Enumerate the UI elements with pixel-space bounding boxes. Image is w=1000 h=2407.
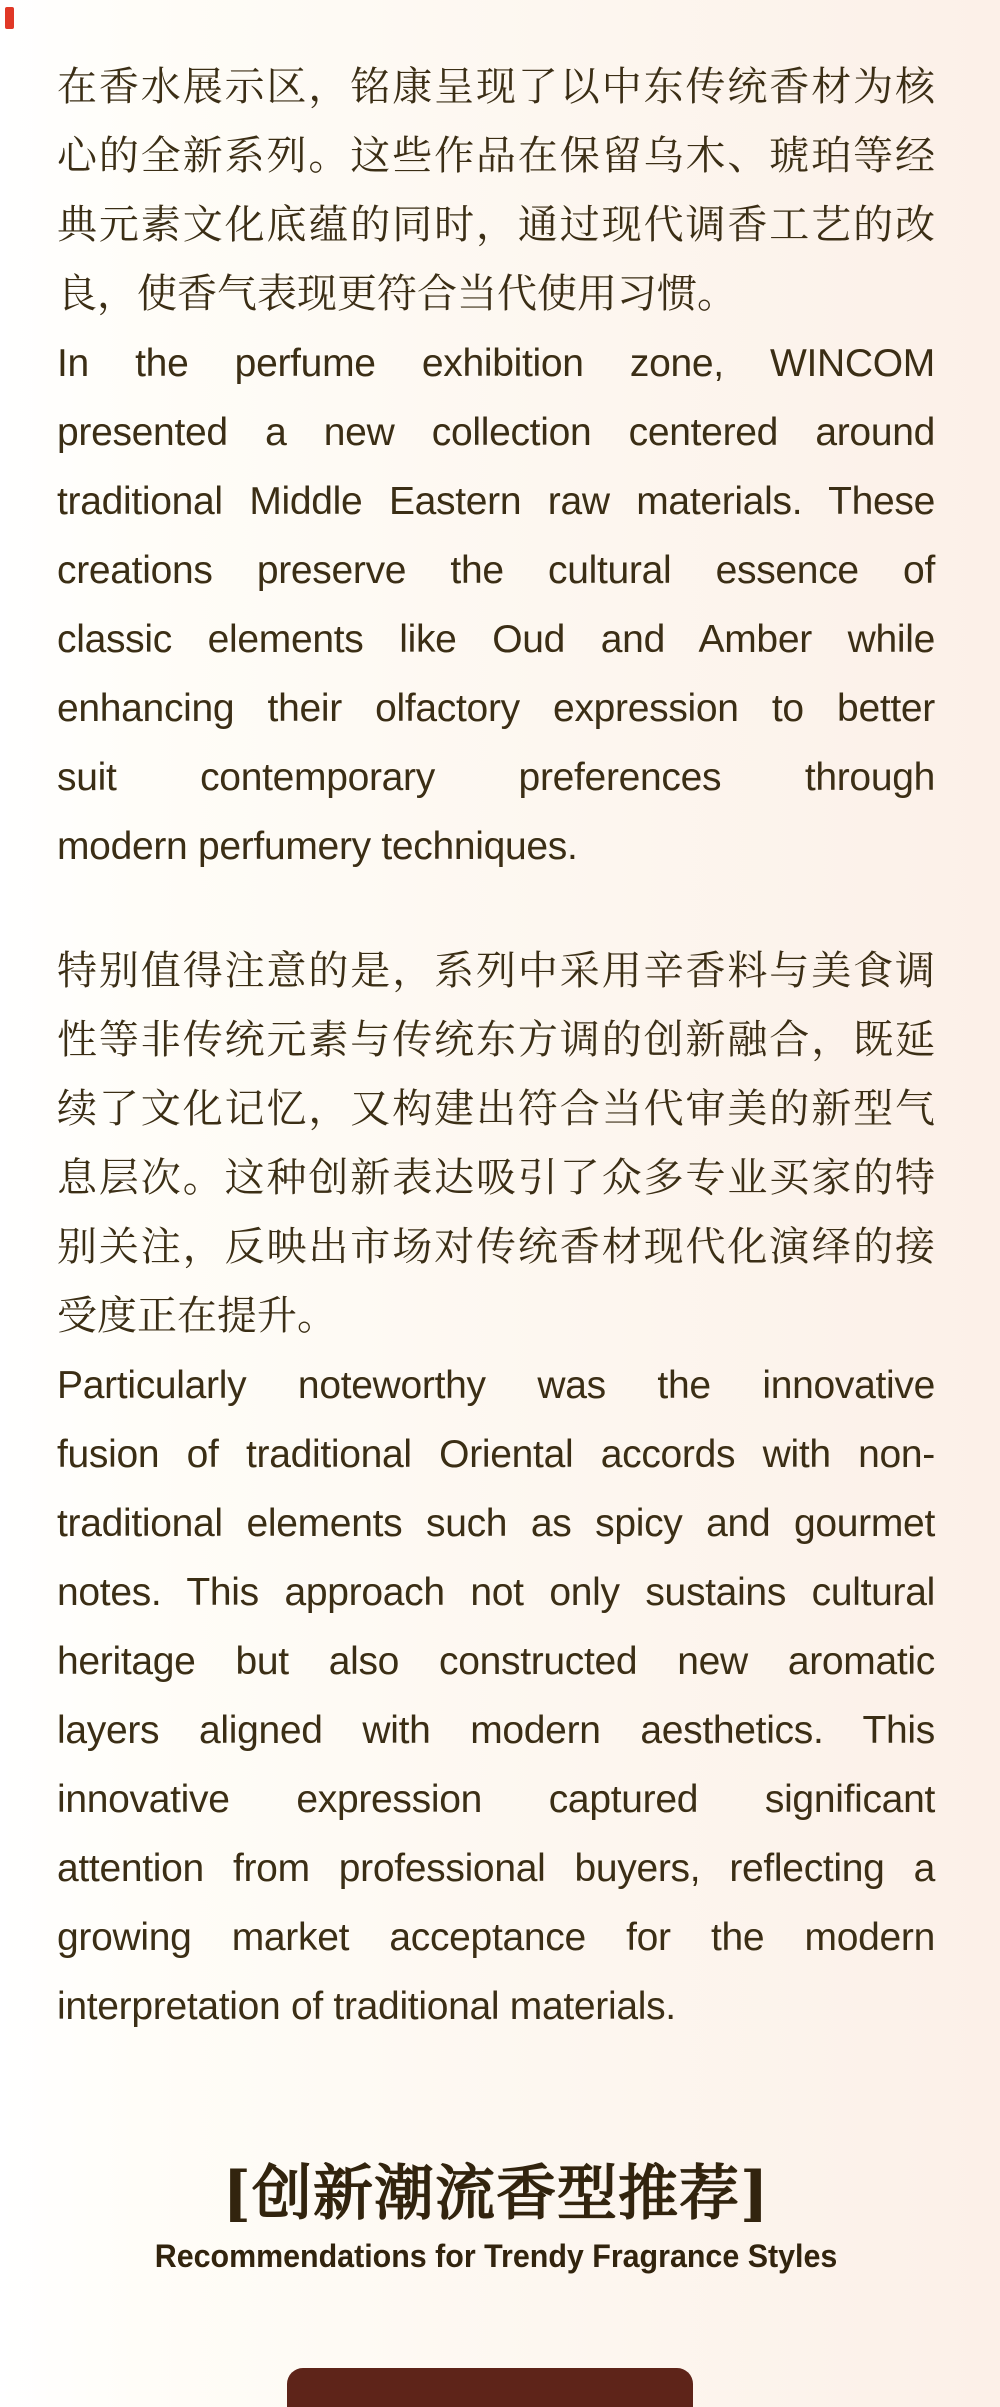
- paragraph-en: [57, 329, 935, 881]
- text-line: traditional elements such as spicy and gourmet: [57, 1502, 935, 1545]
- text-line: notes. This approach not only sustains cultural: [57, 1571, 935, 1614]
- text-line: creations preserve the cultural essence of: [57, 549, 935, 592]
- section-subtitle: Recommendations for Trendy Fragrance Styles: [154, 2238, 838, 2274]
- text-line: suit contemporary preferences through: [57, 756, 935, 799]
- paragraph-zh: [57, 937, 935, 1351]
- text-line: modern perfumery techniques.: [57, 825, 578, 868]
- text-line: interpretation of traditional materials.: [57, 1985, 676, 2028]
- text-line: presented a new collection centered around: [57, 411, 935, 454]
- text-line: 典元素文化底蕴的同时，通过现代调香工艺的改: [57, 203, 935, 247]
- text-line: Particularly noteworthy was the innovative: [57, 1364, 935, 1407]
- article-body: [57, 53, 935, 2041]
- text-line: 心的全新系列。这些作品在保留乌木、琥珀等经: [57, 134, 935, 178]
- text-line: classic elements like Oud and Amber while: [57, 618, 935, 661]
- text-line: growing market acceptance for the modern: [57, 1916, 935, 1959]
- text-line: 息层次。这种创新表达吸引了众多专业买家的特: [57, 1156, 935, 1200]
- section-heading: [创新潮流香型推荐]: [222, 2159, 770, 2229]
- text-line: In the perfume exhibition zone, WINCOM: [57, 342, 935, 385]
- corner-red-mark: [5, 7, 14, 29]
- text-line: 特别值得注意的是，系列中采用辛香料与美食调: [57, 949, 935, 993]
- bottom-card-partial: [287, 2368, 693, 2407]
- paragraph-en: [57, 1351, 935, 2041]
- text-line: fusion of traditional Oriental accords with non-: [57, 1433, 935, 1476]
- text-line: 别关注，反映出市场对传统香材现代化演绎的接: [57, 1225, 935, 1269]
- text-line: 性等非传统元素与传统东方调的创新融合，既延: [57, 1018, 935, 1062]
- paragraph-zh: [57, 53, 935, 329]
- text-line: 在香水展示区，铭康呈现了以中东传统香材为核: [57, 65, 935, 109]
- text-line: innovative expression captured significant: [57, 1778, 935, 1821]
- text-line: enhancing their olfactory expression to better: [57, 687, 935, 730]
- text-line: attention from professional buyers, reflecting a: [57, 1847, 935, 1890]
- text-line: layers aligned with modern aesthetics. This: [57, 1709, 935, 1752]
- text-line: traditional Middle Eastern raw materials. These: [57, 480, 935, 523]
- text-line: 续了文化记忆，又构建出符合当代审美的新型气: [57, 1087, 935, 1131]
- text-line: 良，使香气表现更符合当代使用习惯。: [57, 272, 737, 316]
- text-line: 受度正在提升。: [57, 1294, 337, 1338]
- text-line: heritage but also constructed new aromatic: [57, 1640, 935, 1683]
